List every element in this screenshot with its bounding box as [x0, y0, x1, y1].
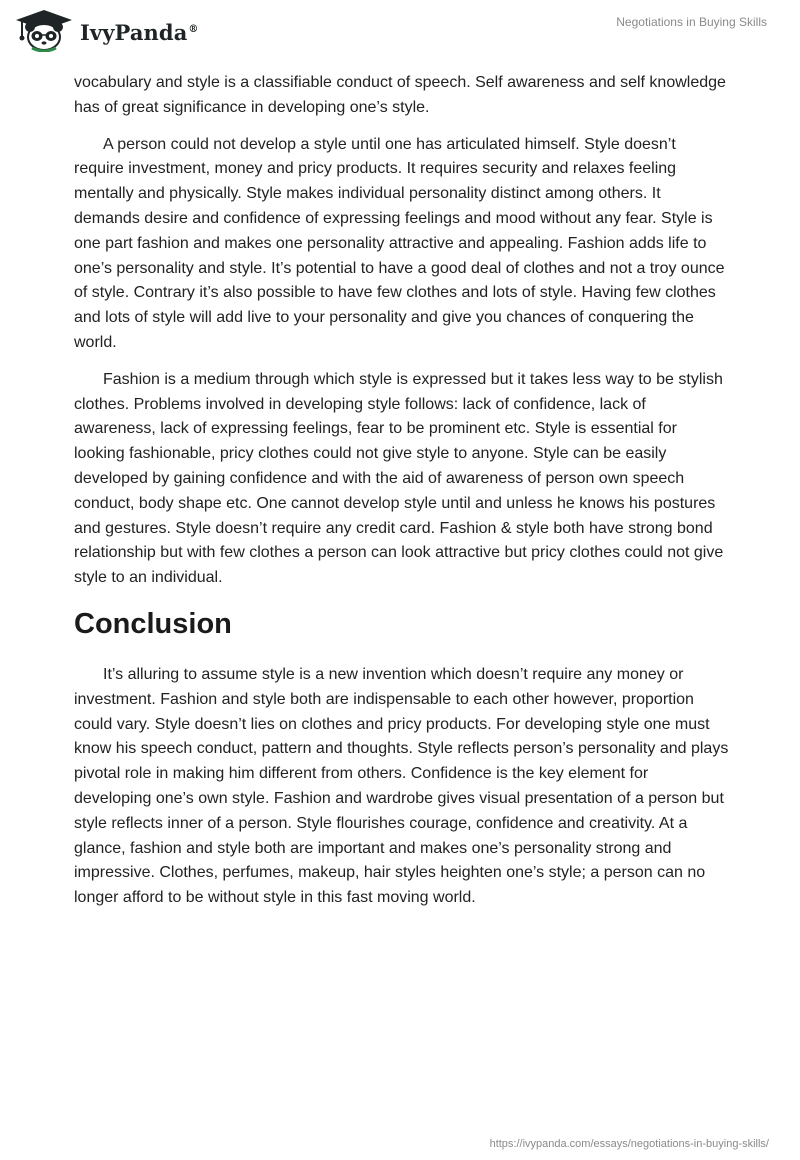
paragraph-1: vocabulary and style is a classifiable conduct of speech. Self awareness and self knowledge has of great significance in developing one’s style. [74, 74, 726, 116]
conclusion-paragraph: It’s alluring to assume style is a new invention which doesn’t require any money or investment. Fashion and style both are indispensable to each other however, proportion could vary. Style doesn’t lies on clothes and pricy products. For developing style one must know his speech conduct, pattern and thoughts. Style reflects person’s personality and plays pivotal role in making him different from others. Confidence is the key element for developing one’s own style. Fashion and wardrobe gives visual presentation of a person but style reflects inner of a person. Style flourishes courage, confidence and creativity. At a glance, fashion and style both are important and makes one’s personality strong and impressive. Clothes, perfumes, makeup, hair styles heighten one’s style; a person can no longer afford to be without style in this fast moving world. [74, 665, 729, 907]
source-url[interactable]: https://ivypanda.com/essays/negotiations-in-buying-skills/ [489, 1138, 769, 1150]
paragraph-2: A person could not develop a style until one has articulated himself. Style doesn’t require investment, money and pricy products. It requires security and relaxes feeling mentally and physically. Style makes individual personality distinct among others. It demands desire and confidence of expressing feelings and mood without any fear. Style is one part fashion and makes one personality attractive and appealing. Fashion adds life to one’s personality and style. It’s potential to have a good deal of clothes and not a troy ounce of style. Contrary it’s also possible to have few clothes and lots of style. Having few clothes and lots of style will add live to your personality and give you chances of conquering the world. [74, 135, 725, 351]
conclusion-heading: Conclusion [74, 607, 232, 640]
panda-graduation-cap-icon [14, 8, 74, 52]
ivypanda-logo[interactable] [14, 8, 199, 52]
essay-content [74, 71, 730, 923]
registered-mark: ® [188, 23, 199, 35]
page-header [0, 0, 800, 64]
brand-name: IvyPanda® [80, 19, 199, 45]
document-title: Negotiations in Buying Skills [616, 15, 767, 29]
paragraph-3: Fashion is a medium through which style is expressed but it takes less way to be stylish clothes. Problems involved in developing style follows: lack of confidence, lack of awareness, lack of expressing feelings, fear to be prominent etc. Style is essential for looking fashionable, pricy clothes could not give style to anyone. Style can be easily developed by gaining confidence and with the aid of awareness of person own speech conduct, body shape etc. One cannot develop style until and unless he knows his postures and gestures. Style doesn’t require any credit card. Fashion & style both have strong bond relationship but with few clothes a person can look attractive but pricy clothes could not give style to an individual. [74, 370, 724, 587]
